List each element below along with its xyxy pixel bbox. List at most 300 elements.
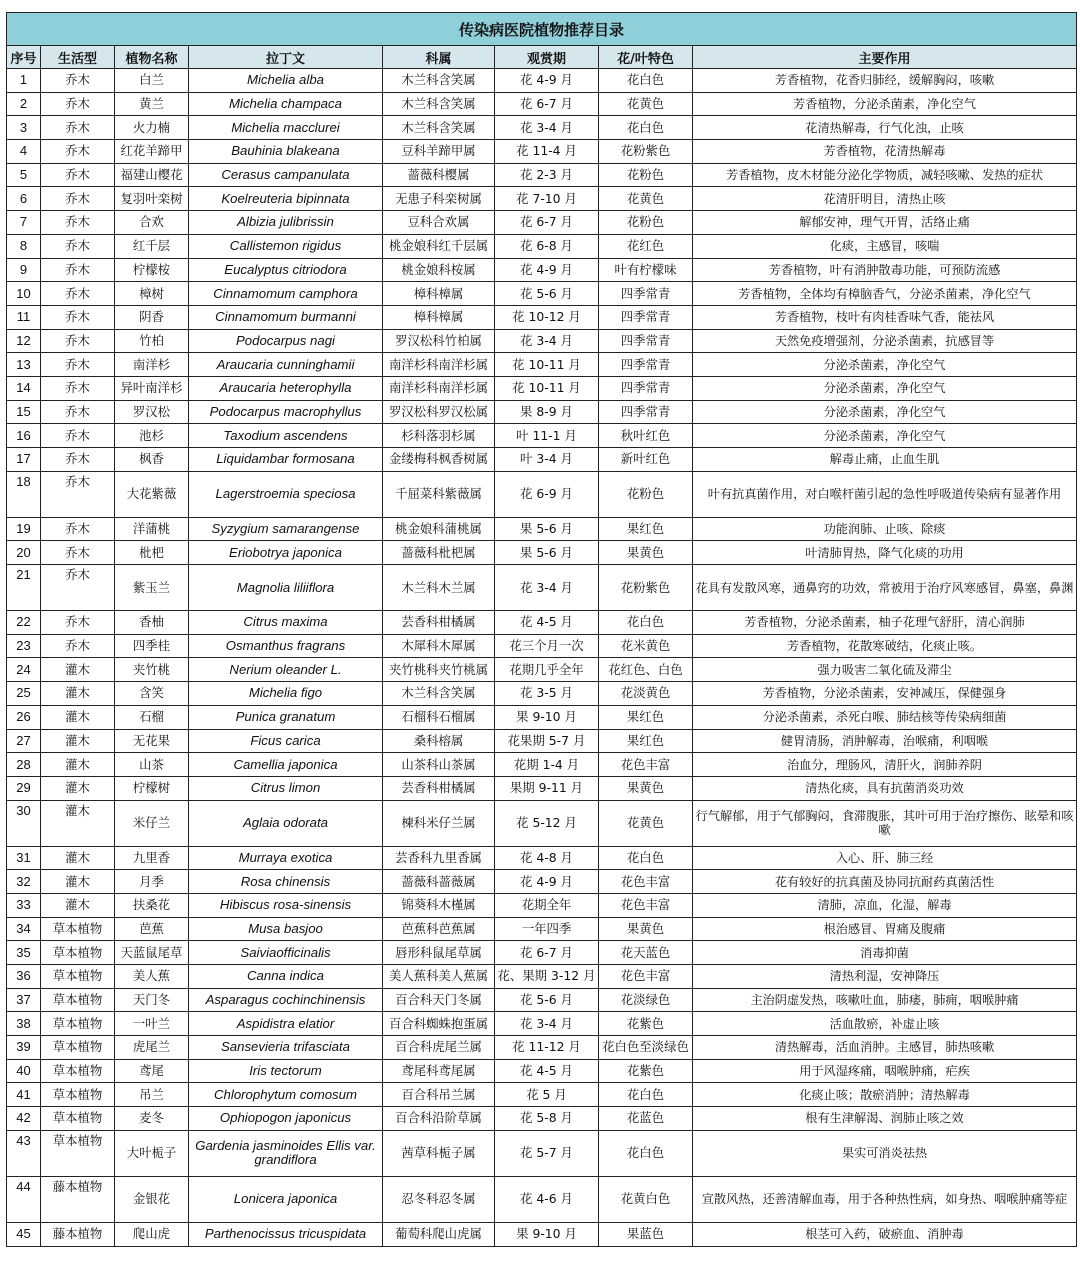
cell-no: 18 [7,471,41,517]
cell-life-form: 乔木 [41,258,115,282]
table-row [7,658,1077,682]
cell-viewing-period: 叶 3-4 月 [495,448,599,472]
cell-viewing-period: 花 4-9 月 [495,69,599,93]
cell-viewing-period: 花 5-7 月 [495,1130,599,1176]
cell-main-function: 用于风湿疼痛，咽喉肿痛，疟疾 [693,1059,1077,1083]
cell-life-form: 乔木 [41,305,115,329]
cell-feature: 秋叶红色 [599,424,693,448]
cell-latin-name: Callistemon rigidus [189,234,383,258]
cell-latin-name: Parthenocissus tricuspidata [189,1222,383,1246]
cell-viewing-period: 花 11-12 月 [495,1036,599,1060]
cell-no: 44 [7,1176,41,1222]
cell-no: 2 [7,92,41,116]
cell-no: 19 [7,517,41,541]
cell-plant-name: 白兰 [115,69,189,93]
cell-viewing-period: 花 2-3 月 [495,163,599,187]
cell-family-genus: 桃金娘科红千层属 [383,234,495,258]
cell-feature: 花米黄色 [599,634,693,658]
table-row [7,92,1077,116]
cell-latin-name: Hibiscus rosa-sinensis [189,893,383,917]
cell-latin-name: Musa basjoo [189,917,383,941]
cell-latin-name: Ficus carica [189,729,383,753]
cell-life-form: 乔木 [41,140,115,164]
cell-viewing-period: 花 3-4 月 [495,565,599,611]
cell-no: 38 [7,1012,41,1036]
cell-plant-name: 大花紫薇 [115,471,189,517]
cell-viewing-period: 花 4-5 月 [495,1059,599,1083]
cell-life-form: 乔木 [41,517,115,541]
cell-no: 13 [7,353,41,377]
cell-no: 29 [7,776,41,800]
cell-life-form: 灌木 [41,682,115,706]
cell-family-genus: 楝科米仔兰属 [383,800,495,846]
cell-no: 23 [7,634,41,658]
cell-life-form: 乔木 [41,282,115,306]
cell-viewing-period: 果 8-9 月 [495,400,599,424]
cell-main-function: 化痰止咳；散瘀消肿；清热解毒 [693,1083,1077,1107]
cell-main-function: 根治感冒、胃痛及腹痛 [693,917,1077,941]
header-latin-name: 拉丁文 [189,46,383,69]
cell-feature: 果黄色 [599,541,693,565]
cell-feature: 花色丰富 [599,893,693,917]
table-row [7,917,1077,941]
cell-feature: 果红色 [599,517,693,541]
cell-latin-name: Eriobotrya japonica [189,541,383,565]
cell-family-genus: 南洋杉科南洋杉属 [383,376,495,400]
cell-feature: 四季常青 [599,353,693,377]
cell-feature: 花天蓝色 [599,941,693,965]
cell-family-genus: 芸香科九里香属 [383,846,495,870]
cell-family-genus: 蔷薇科枇杷属 [383,541,495,565]
table-row [7,163,1077,187]
table-row [7,69,1077,93]
table-row [7,187,1077,211]
cell-family-genus: 山茶科山茶属 [383,753,495,777]
cell-feature: 果黄色 [599,917,693,941]
cell-plant-name: 洋蒲桃 [115,517,189,541]
cell-feature: 四季常青 [599,400,693,424]
cell-life-form: 草本植物 [41,965,115,989]
cell-life-form: 草本植物 [41,1012,115,1036]
cell-viewing-period: 花 5-8 月 [495,1107,599,1131]
cell-main-function: 解郁安神，理气开胃，活络止痛 [693,211,1077,235]
table-row [7,353,1077,377]
cell-main-function: 分泌杀菌素，净化空气 [693,353,1077,377]
table-row [7,448,1077,472]
cell-main-function: 清热化痰，具有抗菌消炎功效 [693,776,1077,800]
table-row [7,682,1077,706]
cell-no: 16 [7,424,41,448]
cell-family-genus: 美人蕉科美人蕉属 [383,965,495,989]
cell-life-form: 乔木 [41,353,115,377]
cell-latin-name: Rosa chinensis [189,870,383,894]
cell-latin-name: Eucalyptus citriodora [189,258,383,282]
cell-plant-name: 石榴 [115,705,189,729]
cell-family-genus: 无患子科栾树属 [383,187,495,211]
cell-family-genus: 罗汉松科竹柏属 [383,329,495,353]
cell-life-form: 乔木 [41,187,115,211]
cell-family-genus: 茜草科栀子属 [383,1130,495,1176]
cell-no: 43 [7,1130,41,1176]
cell-main-function: 根茎可入药，破瘀血、消肿毒 [693,1222,1077,1246]
cell-viewing-period: 花 10-11 月 [495,376,599,400]
table-row [7,282,1077,306]
cell-life-form: 乔木 [41,448,115,472]
title-row [7,13,1077,46]
cell-viewing-period: 花 5 月 [495,1083,599,1107]
cell-plant-name: 吊兰 [115,1083,189,1107]
cell-latin-name: Araucaria cunninghamii [189,353,383,377]
cell-feature: 四季常青 [599,376,693,400]
cell-family-genus: 木兰科含笑属 [383,116,495,140]
cell-plant-name: 阴香 [115,305,189,329]
cell-latin-name: Aspidistra elatior [189,1012,383,1036]
cell-latin-name: Bauhinia blakeana [189,140,383,164]
table-row [7,846,1077,870]
cell-life-form: 乔木 [41,116,115,140]
cell-latin-name: Iris tectorum [189,1059,383,1083]
plant-catalog-table [6,12,1077,1247]
cell-family-genus: 葡萄科爬山虎属 [383,1222,495,1246]
table-row [7,800,1077,846]
cell-latin-name: Camellia japonica [189,753,383,777]
cell-latin-name: Podocarpus nagi [189,329,383,353]
cell-life-form: 藤本植物 [41,1176,115,1222]
cell-life-form: 乔木 [41,92,115,116]
cell-latin-name: Lonicera japonica [189,1176,383,1222]
cell-feature: 花白色至淡绿色 [599,1036,693,1060]
cell-family-genus: 豆科羊蹄甲属 [383,140,495,164]
cell-plant-name: 四季桂 [115,634,189,658]
cell-family-genus: 桃金娘科桉属 [383,258,495,282]
cell-main-function: 花清肝明目，清热止咳 [693,187,1077,211]
cell-plant-name: 合欢 [115,211,189,235]
cell-main-function: 行气解郁，用于气郁胸闷，食滞腹胀，其叶可用于治疗擦伤、眩晕和咳嗽 [693,800,1077,846]
cell-latin-name: Michelia macclurei [189,116,383,140]
cell-family-genus: 石榴科石榴属 [383,705,495,729]
cell-viewing-period: 花 4-6 月 [495,1176,599,1222]
cell-main-function: 分泌杀菌素，净化空气 [693,376,1077,400]
cell-viewing-period: 花 11-4 月 [495,140,599,164]
cell-main-function: 分泌杀菌素，净化空气 [693,400,1077,424]
cell-latin-name: Michelia champaca [189,92,383,116]
cell-feature: 花红色、白色 [599,658,693,682]
cell-plant-name: 鸢尾 [115,1059,189,1083]
cell-feature: 花粉紫色 [599,565,693,611]
cell-family-genus: 木兰科含笑属 [383,682,495,706]
table-title: 传染病医院植物推荐目录 [7,13,1077,46]
cell-main-function: 芳香植物，花香归肺经，缓解胸闷，咳嗽 [693,69,1077,93]
cell-feature: 花白色 [599,1130,693,1176]
cell-no: 8 [7,234,41,258]
cell-feature: 花淡绿色 [599,988,693,1012]
table-row [7,611,1077,635]
cell-latin-name: Syzygium samarangense [189,517,383,541]
cell-feature: 叶有柠檬味 [599,258,693,282]
cell-viewing-period: 花 6-7 月 [495,211,599,235]
cell-life-form: 草本植物 [41,1130,115,1176]
cell-plant-name: 柠檬树 [115,776,189,800]
cell-family-genus: 百合科天门冬属 [383,988,495,1012]
table-row [7,116,1077,140]
cell-viewing-period: 果期 9-11 月 [495,776,599,800]
cell-no: 33 [7,893,41,917]
cell-main-function: 芳香植物，分泌杀菌素，净化空气 [693,92,1077,116]
cell-no: 32 [7,870,41,894]
cell-plant-name: 无花果 [115,729,189,753]
cell-plant-name: 竹柏 [115,329,189,353]
cell-plant-name: 山茶 [115,753,189,777]
cell-family-genus: 豆科合欢属 [383,211,495,235]
cell-family-genus: 金缕梅科枫香树属 [383,448,495,472]
cell-no: 22 [7,611,41,635]
cell-main-function: 主治阴虚发热，咳嗽吐血，肺痿，肺痈，咽喉肿痛 [693,988,1077,1012]
cell-latin-name: Michelia figo [189,682,383,706]
cell-plant-name: 爬山虎 [115,1222,189,1246]
cell-plant-name: 含笑 [115,682,189,706]
cell-main-function: 叶有抗真菌作用，对白喉杆菌引起的急性呼吸道传染病有显著作用 [693,471,1077,517]
cell-latin-name: Podocarpus macrophyllus [189,400,383,424]
header-row [7,46,1077,69]
table-row [7,1059,1077,1083]
cell-viewing-period: 花 10-12 月 [495,305,599,329]
cell-family-genus: 鸢尾科鸢尾属 [383,1059,495,1083]
cell-family-genus: 百合科吊兰属 [383,1083,495,1107]
table-row [7,1083,1077,1107]
cell-no: 37 [7,988,41,1012]
cell-main-function: 消毒抑菌 [693,941,1077,965]
cell-family-genus: 唇形科鼠尾草属 [383,941,495,965]
cell-viewing-period: 花 3-5 月 [495,682,599,706]
table-row [7,329,1077,353]
cell-feature: 四季常青 [599,329,693,353]
table-row [7,753,1077,777]
cell-main-function: 果实可消炎祛热 [693,1130,1077,1176]
table-row [7,1012,1077,1036]
cell-feature: 花红色 [599,234,693,258]
table-row [7,941,1077,965]
cell-life-form: 草本植物 [41,1107,115,1131]
cell-life-form: 藤本植物 [41,1222,115,1246]
cell-family-genus: 芸香科柑橘属 [383,776,495,800]
cell-viewing-period: 叶 11-1 月 [495,424,599,448]
cell-no: 30 [7,800,41,846]
cell-latin-name: Canna indica [189,965,383,989]
cell-plant-name: 火力楠 [115,116,189,140]
cell-feature: 花色丰富 [599,753,693,777]
cell-viewing-period: 花三个月一次 [495,634,599,658]
cell-family-genus: 木兰科含笑属 [383,92,495,116]
cell-plant-name: 池杉 [115,424,189,448]
cell-family-genus: 木兰科含笑属 [383,69,495,93]
cell-feature: 果蓝色 [599,1222,693,1246]
cell-latin-name: Koelreuteria bipinnata [189,187,383,211]
cell-main-function: 花清热解毒，行气化浊，止咳 [693,116,1077,140]
table-row [7,776,1077,800]
cell-family-genus: 忍冬科忍冬属 [383,1176,495,1222]
cell-plant-name: 红千层 [115,234,189,258]
cell-plant-name: 黄兰 [115,92,189,116]
cell-latin-name: Ophiopogon japonicus [189,1107,383,1131]
cell-plant-name: 柠檬桉 [115,258,189,282]
cell-no: 35 [7,941,41,965]
cell-main-function: 花有较好的抗真菌及协同抗耐药真菌活性 [693,870,1077,894]
cell-viewing-period: 花 6-7 月 [495,941,599,965]
cell-latin-name: Saiviaofficinalis [189,941,383,965]
cell-plant-name: 扶桑花 [115,893,189,917]
cell-family-genus: 罗汉松科罗汉松属 [383,400,495,424]
cell-latin-name: Liquidambar formosana [189,448,383,472]
cell-no: 42 [7,1107,41,1131]
table-row [7,893,1077,917]
cell-viewing-period: 花期全年 [495,893,599,917]
table-row [7,424,1077,448]
cell-plant-name: 罗汉松 [115,400,189,424]
cell-no: 36 [7,965,41,989]
cell-main-function: 花具有发散风寒，通鼻窍的功效，常被用于治疗风寒感冒，鼻塞，鼻渊 [693,565,1077,611]
cell-life-form: 草本植物 [41,941,115,965]
cell-latin-name: Cinnamomum burmanni [189,305,383,329]
cell-main-function: 功能润肺、止咳、除痰 [693,517,1077,541]
cell-feature: 花白色 [599,846,693,870]
cell-family-genus: 木犀科木犀属 [383,634,495,658]
cell-viewing-period: 花 7-10 月 [495,187,599,211]
cell-feature: 花白色 [599,116,693,140]
cell-main-function: 根有生津解渴、润肺止咳之效 [693,1107,1077,1131]
cell-no: 1 [7,69,41,93]
header-viewing-period: 观赏期 [495,46,599,69]
cell-viewing-period: 花 5-6 月 [495,282,599,306]
cell-plant-name: 金银花 [115,1176,189,1222]
cell-feature: 花蓝色 [599,1107,693,1131]
cell-main-function: 清肺，凉血，化湿，解毒 [693,893,1077,917]
cell-latin-name: Taxodium ascendens [189,424,383,448]
table-row [7,729,1077,753]
cell-main-function: 入心、肝、肺三经 [693,846,1077,870]
cell-life-form: 乔木 [41,400,115,424]
cell-no: 3 [7,116,41,140]
cell-viewing-period: 花 5-12 月 [495,800,599,846]
cell-viewing-period: 花 5-6 月 [495,988,599,1012]
cell-feature: 花紫色 [599,1059,693,1083]
cell-life-form: 草本植物 [41,1059,115,1083]
cell-plant-name: 月季 [115,870,189,894]
cell-life-form: 灌木 [41,870,115,894]
cell-viewing-period: 花 3-4 月 [495,1012,599,1036]
cell-latin-name: Michelia alba [189,69,383,93]
cell-life-form: 草本植物 [41,988,115,1012]
cell-latin-name: Gardenia jasminoides Ellis var. grandiflora [189,1130,383,1176]
cell-plant-name: 红花羊蹄甲 [115,140,189,164]
cell-main-function: 芳香植物，枝叶有肉桂香味气香，能祛风 [693,305,1077,329]
table-row [7,376,1077,400]
cell-life-form: 灌木 [41,776,115,800]
table-row [7,1222,1077,1246]
cell-feature: 花色丰富 [599,870,693,894]
cell-family-genus: 芸香科柑橘属 [383,611,495,635]
table-row [7,1176,1077,1222]
cell-family-genus: 千屈菜科紫薇属 [383,471,495,517]
cell-feature: 花黄色 [599,92,693,116]
cell-main-function: 分泌杀菌素，净化空气 [693,424,1077,448]
cell-plant-name: 枇杷 [115,541,189,565]
cell-life-form: 乔木 [41,329,115,353]
cell-latin-name: Lagerstroemia speciosa [189,471,383,517]
cell-viewing-period: 果 9-10 月 [495,1222,599,1246]
cell-viewing-period: 一年四季 [495,917,599,941]
cell-no: 26 [7,705,41,729]
cell-plant-name: 大叶栀子 [115,1130,189,1176]
cell-viewing-period: 花 4-9 月 [495,870,599,894]
cell-no: 14 [7,376,41,400]
cell-family-genus: 蔷薇科蔷薇属 [383,870,495,894]
cell-main-function: 芳香植物，花清热解毒 [693,140,1077,164]
table-row [7,705,1077,729]
cell-main-function: 健胃清肠，消肿解毒，治喉痛，利咽喉 [693,729,1077,753]
cell-life-form: 乔木 [41,211,115,235]
header-no: 序号 [7,46,41,69]
cell-main-function: 叶清肺胃热，降气化痰的功用 [693,541,1077,565]
cell-main-function: 清热解毒，活血消肿。主感冒，肺热咳嗽 [693,1036,1077,1060]
cell-family-genus: 芭蕉科芭蕉属 [383,917,495,941]
cell-life-form: 灌木 [41,658,115,682]
cell-latin-name: Magnolia liliiflora [189,565,383,611]
cell-viewing-period: 花果期 5-7 月 [495,729,599,753]
table-row [7,541,1077,565]
cell-viewing-period: 果 5-6 月 [495,517,599,541]
cell-latin-name: Citrus limon [189,776,383,800]
cell-plant-name: 天门冬 [115,988,189,1012]
cell-main-function: 强力吸害二氧化硫及滞尘 [693,658,1077,682]
cell-main-function: 清热利湿，安神降压 [693,965,1077,989]
cell-feature: 花粉色 [599,163,693,187]
table-row [7,234,1077,258]
cell-plant-name: 南洋杉 [115,353,189,377]
cell-main-function: 芳香植物，全体均有樟脑香气，分泌杀菌素，净化空气 [693,282,1077,306]
table-row [7,565,1077,611]
table-row [7,988,1077,1012]
table-row [7,634,1077,658]
cell-viewing-period: 果 9-10 月 [495,705,599,729]
cell-family-genus: 百合科沿阶草属 [383,1107,495,1131]
cell-plant-name: 美人蕉 [115,965,189,989]
cell-feature: 花粉紫色 [599,140,693,164]
cell-plant-name: 紫玉兰 [115,565,189,611]
cell-no: 27 [7,729,41,753]
cell-plant-name: 复羽叶栾树 [115,187,189,211]
cell-life-form: 草本植物 [41,1036,115,1060]
cell-life-form: 灌木 [41,705,115,729]
cell-viewing-period: 花 6-8 月 [495,234,599,258]
cell-family-genus: 樟科樟属 [383,305,495,329]
cell-feature: 四季常青 [599,282,693,306]
cell-feature: 花粉色 [599,471,693,517]
cell-family-genus: 锦葵科木槿属 [383,893,495,917]
cell-no: 45 [7,1222,41,1246]
cell-family-genus: 百合科蜘蛛抱蛋属 [383,1012,495,1036]
cell-no: 15 [7,400,41,424]
cell-life-form: 乔木 [41,471,115,517]
cell-no: 4 [7,140,41,164]
cell-viewing-period: 花期 1-4 月 [495,753,599,777]
cell-no: 41 [7,1083,41,1107]
cell-life-form: 灌木 [41,846,115,870]
cell-latin-name: Citrus maxima [189,611,383,635]
cell-latin-name: Albizia julibrissin [189,211,383,235]
cell-main-function: 活血散瘀，补虚止咳 [693,1012,1077,1036]
cell-plant-name: 天蓝鼠尾草 [115,941,189,965]
cell-main-function: 芳香植物，叶有消肿散毒功能，可预防流感 [693,258,1077,282]
